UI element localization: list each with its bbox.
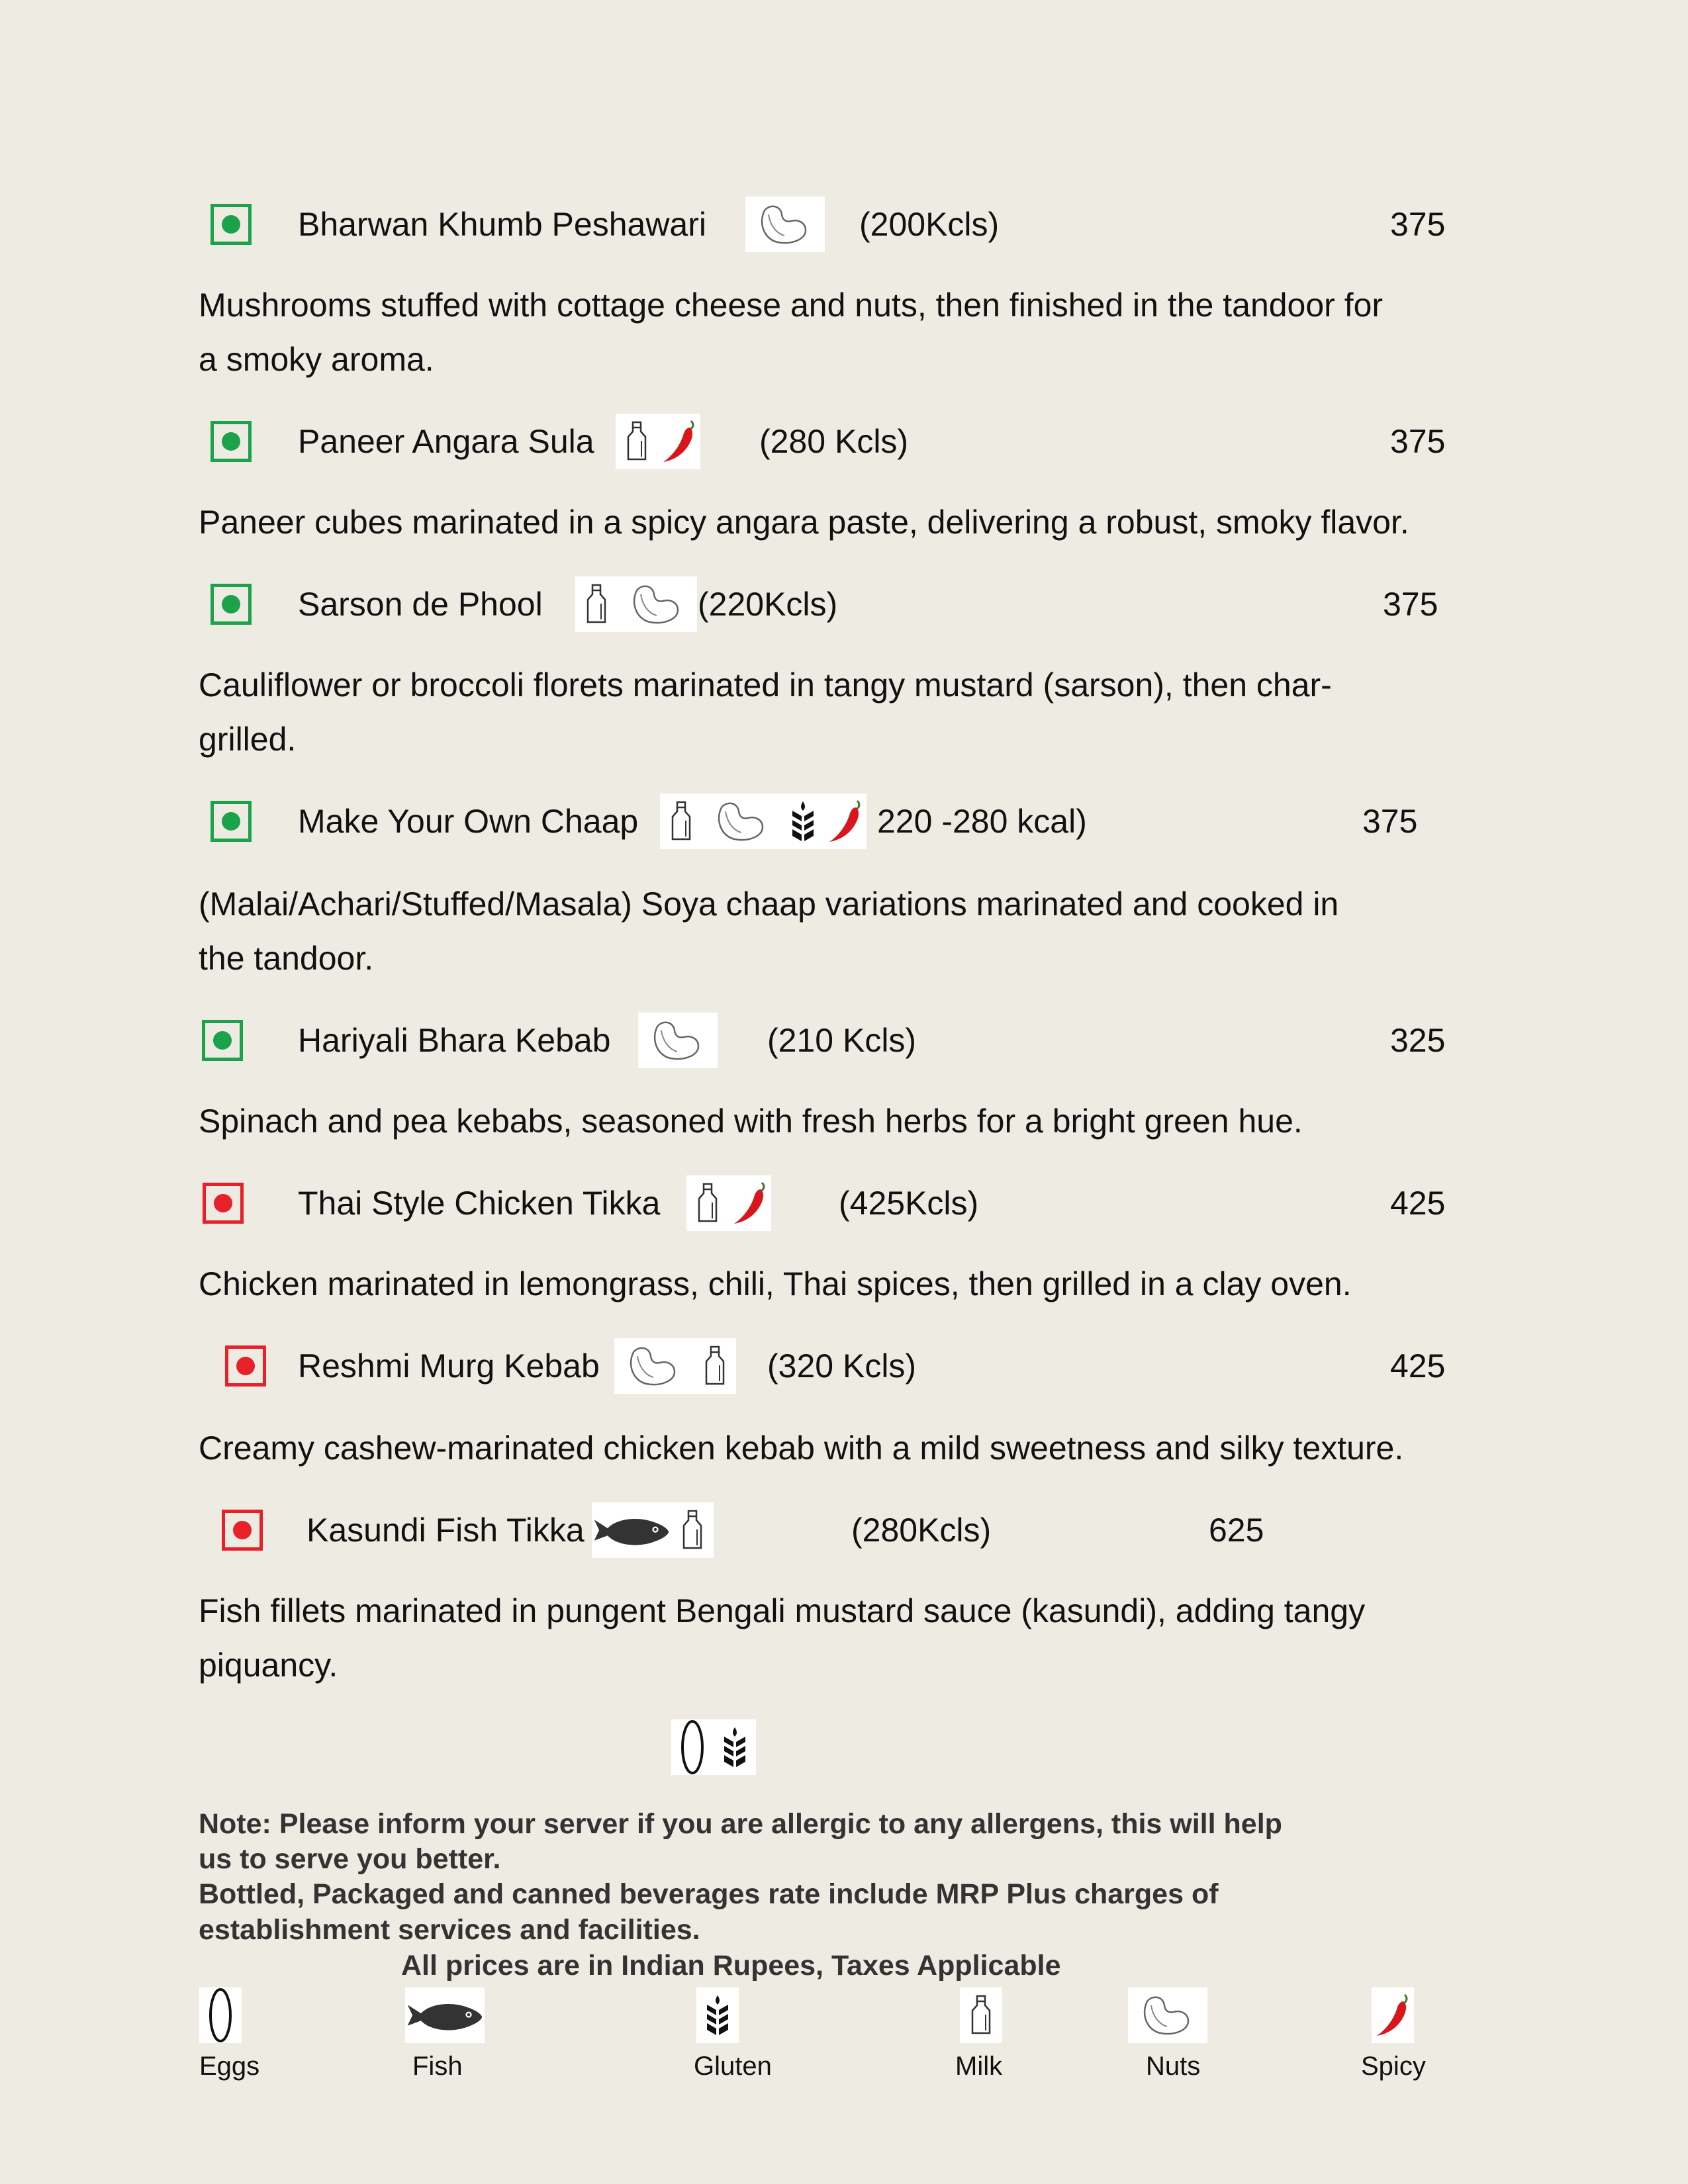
- item-calories: (320 Kcls): [767, 1347, 917, 1385]
- veg-indicator-icon: [202, 1020, 243, 1061]
- item-calories: (425Kcls): [839, 1185, 979, 1222]
- legend-item: [696, 1985, 739, 2045]
- item-price: 425: [1390, 1347, 1446, 1385]
- item-description: Spinach and pea kebabs, seasoned with fresh herbs for a bright green hue.: [199, 1103, 1303, 1140]
- eggs-icon: [671, 1719, 714, 1775]
- nuts-icon: [702, 794, 782, 849]
- item-description: the tandoor.: [199, 940, 374, 977]
- item-calories: 220 -280 kcal): [877, 803, 1087, 840]
- nonveg-indicator-icon: [225, 1345, 266, 1387]
- item-price: 375: [1390, 206, 1446, 243]
- item-price: 375: [1383, 586, 1438, 623]
- veg-indicator-icon: [211, 801, 252, 842]
- legend-label: Nuts: [1146, 2052, 1201, 2081]
- item-price: 325: [1390, 1022, 1446, 1059]
- allergen-icons: [592, 1500, 714, 1560]
- item-description: Creamy cashew-marinated chicken kebab with a mild sweetness and silky texture.: [199, 1430, 1404, 1467]
- allergen-icons: [575, 574, 697, 634]
- nuts-icon: [638, 1013, 718, 1068]
- item-name: Make Your Own Chaap: [298, 803, 639, 840]
- spicy-icon: [824, 794, 867, 849]
- item-description: Fish fillets marinated in pungent Bengali mustard sauce (kasundi), adding tangy: [199, 1592, 1366, 1629]
- item-price: 625: [1209, 1512, 1264, 1549]
- note-line: Bottled, Packaged and canned beverages rate include MRP Plus charges of: [199, 1878, 1219, 1910]
- eggs-icon: [199, 1987, 242, 2043]
- allergen-icons: [616, 412, 700, 471]
- legend-item: [1128, 1985, 1207, 2045]
- legend-label: Milk: [955, 2052, 1003, 2081]
- nonveg-indicator-icon: [222, 1510, 263, 1551]
- item-price: 375: [1362, 803, 1418, 840]
- note-line: establishment services and facilities.: [199, 1914, 700, 1946]
- legend-label: Gluten: [694, 2052, 772, 2081]
- legend-label: Fish: [412, 2052, 463, 2081]
- item-calories: (200Kcls): [859, 206, 1000, 243]
- veg-indicator-icon: [211, 421, 252, 462]
- item-description: a smoky aroma.: [199, 341, 434, 378]
- item-description: Mushrooms stuffed with cottage cheese and nuts, then finished in the tandoor for: [199, 287, 1383, 324]
- milk-icon: [660, 794, 702, 849]
- allergen-icons: [686, 1173, 771, 1233]
- item-description: Paneer cubes marinated in a spicy angara paste, delivering a robust, smoky flavor.: [199, 504, 1409, 541]
- nuts-icon: [745, 197, 825, 252]
- item-description: (Malai/Achari/Stuffed/Masala) Soya chaap variations marinated and cooked in: [199, 886, 1339, 923]
- item-description: Chicken marinated in lemongrass, chili, Thai spices, then grilled in a clay oven.: [199, 1265, 1352, 1302]
- veg-indicator-icon: [211, 584, 252, 625]
- item-name: Thai Style Chicken Tikka: [298, 1185, 661, 1222]
- legend-item: [1372, 1985, 1414, 2045]
- milk-icon: [686, 1175, 729, 1231]
- standalone-icons: [671, 1717, 756, 1777]
- gluten-icon: [782, 794, 824, 849]
- milk-icon: [694, 1338, 736, 1394]
- item-calories: (220Kcls): [698, 586, 838, 623]
- item-description: Cauliflower or broccoli florets marinated in tangy mustard (sarson), then char-: [199, 666, 1332, 704]
- allergen-icons: [614, 1336, 736, 1396]
- item-calories: (210 Kcls): [767, 1022, 917, 1059]
- item-calories: (280Kcls): [851, 1512, 992, 1549]
- item-calories: (280 Kcls): [759, 423, 909, 460]
- spicy-icon: [729, 1175, 771, 1231]
- milk-icon: [616, 414, 658, 469]
- veg-indicator-icon: [211, 204, 252, 245]
- item-description: grilled.: [199, 721, 297, 758]
- item-name: Reshmi Murg Kebab: [298, 1347, 600, 1385]
- note-line: Note: Please inform your server if you are allergic to any allergens, this will help: [199, 1808, 1282, 1840]
- prices-note: All prices are in Indian Rupees, Taxes Applicable: [401, 1950, 1061, 1981]
- nuts-icon: [614, 1338, 694, 1394]
- nuts-icon: [618, 576, 697, 632]
- spicy-icon: [658, 414, 700, 469]
- nuts-icon: [1128, 1987, 1207, 2043]
- note-line: us to serve you better.: [199, 1843, 501, 1875]
- allergen-icons: [638, 1011, 718, 1070]
- item-price: 375: [1390, 423, 1446, 460]
- fish-icon: [405, 1987, 485, 2043]
- allergen-icons: [660, 792, 867, 851]
- allergen-icons: [745, 195, 825, 254]
- milk-icon: [960, 1987, 1002, 2043]
- legend-label: Spicy: [1361, 2052, 1426, 2081]
- item-name: Kasundi Fish Tikka: [306, 1512, 585, 1549]
- item-name: Bharwan Khumb Peshawari: [298, 206, 706, 243]
- legend-label: Eggs: [199, 2052, 260, 2081]
- legend-item: [960, 1985, 1002, 2045]
- gluten-icon: [714, 1719, 756, 1775]
- item-name: Sarson de Phool: [298, 586, 543, 623]
- legend-item: [199, 1985, 242, 2045]
- item-description: piquancy.: [199, 1647, 338, 1684]
- legend-item: [405, 1985, 485, 2045]
- milk-icon: [575, 576, 618, 632]
- item-name: Paneer Angara Sula: [298, 423, 594, 460]
- milk-icon: [671, 1502, 714, 1558]
- nonveg-indicator-icon: [203, 1183, 244, 1224]
- item-price: 425: [1390, 1185, 1446, 1222]
- gluten-icon: [696, 1987, 739, 2043]
- fish-icon: [592, 1502, 671, 1558]
- item-name: Hariyali Bhara Kebab: [298, 1022, 611, 1059]
- spicy-icon: [1372, 1987, 1414, 2043]
